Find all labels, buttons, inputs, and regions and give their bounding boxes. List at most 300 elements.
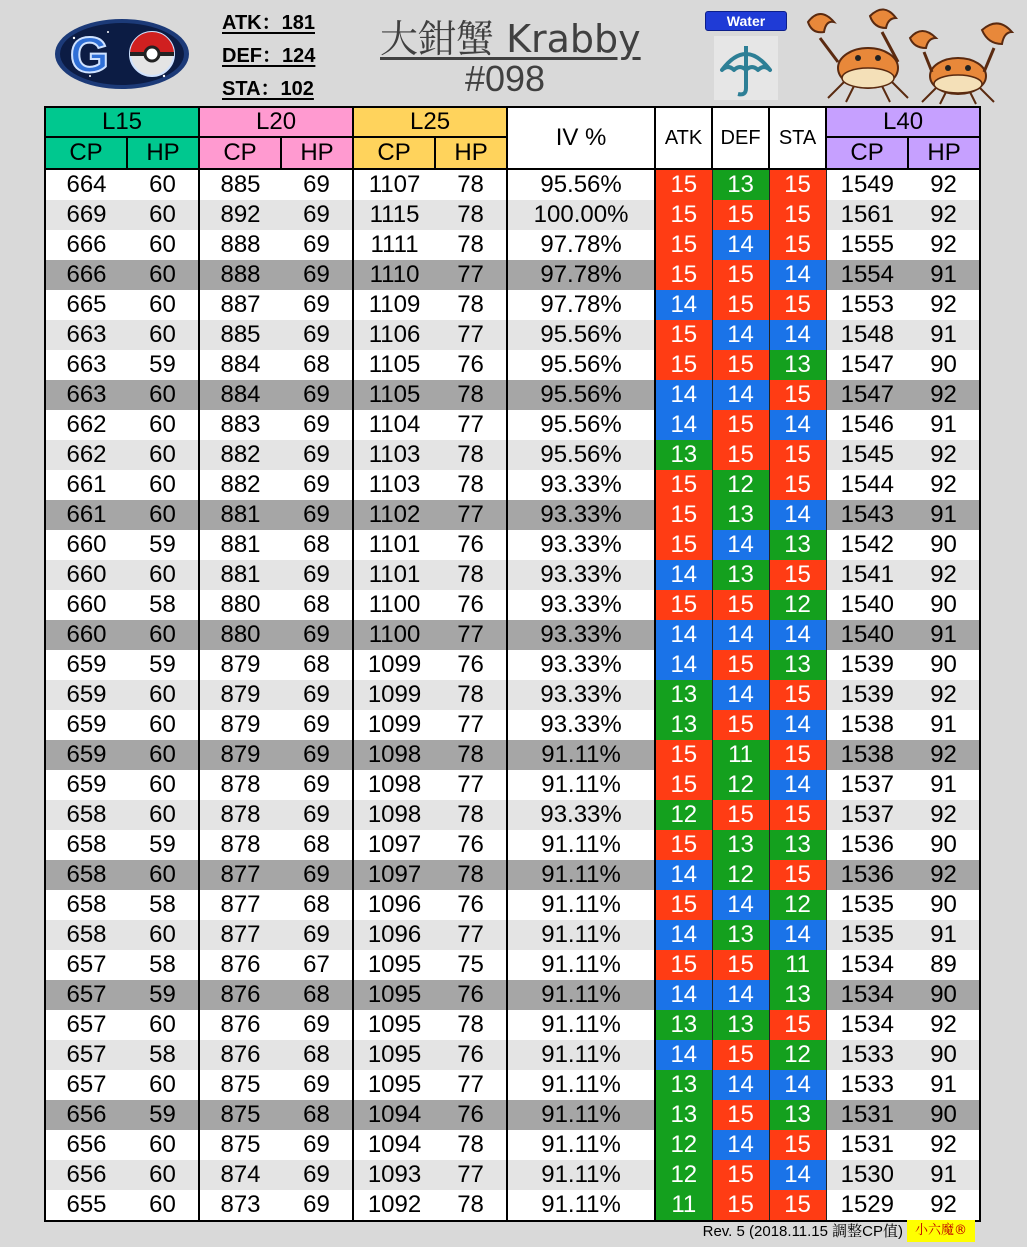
cell-l20hp: 68 <box>281 350 353 380</box>
cell-l15hp: 59 <box>127 650 199 680</box>
cell-atk: 13 <box>655 710 712 740</box>
cell-l40cp: 1536 <box>826 860 908 890</box>
cell-l15hp: 58 <box>127 1040 199 1070</box>
header-l40-cp: CP <box>826 137 908 169</box>
cell-l40cp: 1535 <box>826 920 908 950</box>
cell-atk: 14 <box>655 920 712 950</box>
cell-l40hp: 92 <box>908 230 980 260</box>
cell-l40cp: 1547 <box>826 350 908 380</box>
cell-l25hp: 76 <box>435 590 507 620</box>
cell-l40hp: 92 <box>908 860 980 890</box>
cell-l20hp: 69 <box>281 470 353 500</box>
cell-iv: 95.56% <box>507 169 655 200</box>
cell-l25hp: 76 <box>435 530 507 560</box>
cell-l25hp: 78 <box>435 560 507 590</box>
table-row <box>45 1040 980 1070</box>
cell-l20hp: 69 <box>281 320 353 350</box>
cell-l20cp: 881 <box>199 500 281 530</box>
cell-l40cp: 1544 <box>826 470 908 500</box>
cell-l20hp: 69 <box>281 860 353 890</box>
cell-sta: 15 <box>769 380 826 410</box>
cell-l25hp: 78 <box>435 470 507 500</box>
header-sta: STA <box>769 107 826 169</box>
cell-l25cp: 1103 <box>353 440 435 470</box>
header-l25-cp: CP <box>353 137 435 169</box>
cell-def: 15 <box>712 650 769 680</box>
cell-l15cp: 659 <box>45 710 127 740</box>
pokedex-number: #098 <box>464 58 546 99</box>
cell-l15cp: 657 <box>45 1040 127 1070</box>
table-row <box>45 860 980 890</box>
cell-l20cp: 888 <box>199 260 281 290</box>
cell-iv: 93.33% <box>507 680 655 710</box>
cell-l20cp: 877 <box>199 890 281 920</box>
cell-l15cp: 656 <box>45 1100 127 1130</box>
cell-l25hp: 77 <box>435 920 507 950</box>
cell-l15hp: 59 <box>127 530 199 560</box>
cell-atk: 15 <box>655 320 712 350</box>
cell-iv: 100.00% <box>507 200 655 230</box>
table-row <box>45 1010 980 1040</box>
table-row <box>45 530 980 560</box>
cell-l25cp: 1111 <box>353 230 435 260</box>
cell-l25cp: 1100 <box>353 590 435 620</box>
cell-l15hp: 60 <box>127 710 199 740</box>
cell-l20hp: 69 <box>281 440 353 470</box>
cell-l15cp: 659 <box>45 770 127 800</box>
cell-sta: 15 <box>769 560 826 590</box>
cell-l20hp: 68 <box>281 1040 353 1070</box>
cell-l25cp: 1095 <box>353 1070 435 1100</box>
cell-iv: 91.11% <box>507 1160 655 1190</box>
cell-l15cp: 660 <box>45 560 127 590</box>
cell-l20cp: 876 <box>199 980 281 1010</box>
cell-l25cp: 1109 <box>353 290 435 320</box>
cell-l25hp: 78 <box>435 380 507 410</box>
cell-l25cp: 1102 <box>353 500 435 530</box>
cell-atk: 14 <box>655 380 712 410</box>
brand-stamp: 小六魔® <box>907 1220 975 1242</box>
cell-l25cp: 1098 <box>353 740 435 770</box>
cell-sta: 15 <box>769 1190 826 1221</box>
cell-atk: 14 <box>655 1040 712 1070</box>
cell-l20cp: 887 <box>199 290 281 320</box>
cell-l20hp: 69 <box>281 740 353 770</box>
cell-l15hp: 60 <box>127 320 199 350</box>
cell-l20cp: 875 <box>199 1070 281 1100</box>
cell-atk: 11 <box>655 1190 712 1221</box>
atk-stat: ATK：181 <box>222 12 315 34</box>
cell-l40hp: 90 <box>908 530 980 560</box>
cell-iv: 91.11% <box>507 950 655 980</box>
cell-l15hp: 59 <box>127 830 199 860</box>
header <box>0 0 1027 106</box>
cell-l25cp: 1095 <box>353 1040 435 1070</box>
cell-l25cp: 1096 <box>353 890 435 920</box>
cell-l15hp: 60 <box>127 500 199 530</box>
cell-iv: 95.56% <box>507 350 655 380</box>
cell-def: 11 <box>712 740 769 770</box>
cell-sta: 15 <box>769 860 826 890</box>
cell-l20cp: 881 <box>199 530 281 560</box>
umbrella-icon <box>714 36 778 100</box>
cell-sta: 13 <box>769 350 826 380</box>
cell-iv: 93.33% <box>507 650 655 680</box>
cell-atk: 15 <box>655 200 712 230</box>
cell-atk: 14 <box>655 650 712 680</box>
cell-l15cp: 657 <box>45 1070 127 1100</box>
cell-sta: 15 <box>769 200 826 230</box>
cell-def: 15 <box>712 290 769 320</box>
cell-iv: 91.11% <box>507 1190 655 1221</box>
cell-atk: 13 <box>655 1100 712 1130</box>
cell-l20cp: 884 <box>199 350 281 380</box>
cell-l20hp: 69 <box>281 920 353 950</box>
cell-l40hp: 91 <box>908 410 980 440</box>
cell-sta: 15 <box>769 169 826 200</box>
cell-l20cp: 888 <box>199 230 281 260</box>
cell-l40hp: 92 <box>908 1190 980 1221</box>
table-row <box>45 590 980 620</box>
cell-l20hp: 69 <box>281 620 353 650</box>
cell-l20cp: 876 <box>199 1040 281 1070</box>
cell-l15cp: 664 <box>45 169 127 200</box>
header-l25: L25 <box>353 107 507 137</box>
cell-l40hp: 90 <box>908 830 980 860</box>
cell-iv: 91.11% <box>507 920 655 950</box>
cell-l20cp: 878 <box>199 830 281 860</box>
krabby-kingler-art <box>798 2 1022 106</box>
cell-l20cp: 874 <box>199 1160 281 1190</box>
cell-l25cp: 1103 <box>353 470 435 500</box>
cell-l40cp: 1534 <box>826 1010 908 1040</box>
cell-l40cp: 1554 <box>826 260 908 290</box>
cell-iv: 93.33% <box>507 530 655 560</box>
cell-l20cp: 879 <box>199 740 281 770</box>
cell-l40hp: 91 <box>908 710 980 740</box>
cell-l25cp: 1097 <box>353 860 435 890</box>
cell-l15cp: 660 <box>45 530 127 560</box>
cell-sta: 15 <box>769 680 826 710</box>
cell-l15hp: 60 <box>127 770 199 800</box>
cell-l20hp: 69 <box>281 680 353 710</box>
cell-l15cp: 660 <box>45 590 127 620</box>
cell-def: 12 <box>712 470 769 500</box>
cell-def: 15 <box>712 1190 769 1221</box>
table-row <box>45 950 980 980</box>
cell-l40cp: 1547 <box>826 380 908 410</box>
header-l20: L20 <box>199 107 353 137</box>
cell-l20hp: 67 <box>281 950 353 980</box>
cell-atk: 15 <box>655 260 712 290</box>
cell-l15cp: 658 <box>45 920 127 950</box>
cell-l25hp: 78 <box>435 680 507 710</box>
cell-atk: 15 <box>655 470 712 500</box>
table-row <box>45 200 980 230</box>
cell-atk: 14 <box>655 290 712 320</box>
cell-l15hp: 60 <box>127 740 199 770</box>
cell-l20cp: 879 <box>199 710 281 740</box>
header-l15-cp: CP <box>45 137 127 169</box>
cell-l20hp: 69 <box>281 770 353 800</box>
cell-l15hp: 60 <box>127 1070 199 1100</box>
cell-iv: 93.33% <box>507 470 655 500</box>
cell-iv: 91.11% <box>507 1040 655 1070</box>
cell-sta: 12 <box>769 1040 826 1070</box>
cell-sta: 14 <box>769 1160 826 1190</box>
cell-l40cp: 1537 <box>826 770 908 800</box>
cell-def: 15 <box>712 1100 769 1130</box>
cell-l15hp: 60 <box>127 169 199 200</box>
cell-def: 15 <box>712 410 769 440</box>
cell-l20cp: 873 <box>199 1190 281 1221</box>
cell-l20hp: 69 <box>281 1070 353 1100</box>
cell-l15hp: 60 <box>127 440 199 470</box>
pokemon-name: 大鉗蟹 Krabby <box>380 17 641 61</box>
cell-l25cp: 1095 <box>353 950 435 980</box>
cell-l40hp: 92 <box>908 200 980 230</box>
cell-def: 13 <box>712 560 769 590</box>
cell-atk: 14 <box>655 560 712 590</box>
cell-l15cp: 656 <box>45 1130 127 1160</box>
header-l15: L15 <box>45 107 199 137</box>
header-l20-cp: CP <box>199 137 281 169</box>
cell-atk: 14 <box>655 410 712 440</box>
cell-l40hp: 90 <box>908 1100 980 1130</box>
cell-sta: 15 <box>769 290 826 320</box>
table-row <box>45 980 980 1010</box>
cell-atk: 15 <box>655 890 712 920</box>
cell-l20hp: 68 <box>281 530 353 560</box>
cell-l25hp: 78 <box>435 1010 507 1040</box>
cell-def: 15 <box>712 950 769 980</box>
cell-iv: 93.33% <box>507 620 655 650</box>
cell-sta: 14 <box>769 500 826 530</box>
table-row <box>45 560 980 590</box>
cell-l15hp: 58 <box>127 890 199 920</box>
def-stat: DEF：124 <box>222 45 316 67</box>
cell-l40cp: 1538 <box>826 740 908 770</box>
cell-l40cp: 1531 <box>826 1100 908 1130</box>
cell-l20hp: 69 <box>281 1010 353 1040</box>
cell-l15hp: 60 <box>127 1130 199 1160</box>
cell-l15hp: 60 <box>127 1190 199 1221</box>
cell-l20cp: 877 <box>199 920 281 950</box>
cell-sta: 15 <box>769 800 826 830</box>
cell-def: 15 <box>712 260 769 290</box>
table-body <box>45 169 980 1221</box>
cell-atk: 15 <box>655 350 712 380</box>
table-row <box>45 620 980 650</box>
cell-l15cp: 661 <box>45 500 127 530</box>
cell-l20cp: 880 <box>199 590 281 620</box>
cell-def: 15 <box>712 710 769 740</box>
cell-l15cp: 658 <box>45 890 127 920</box>
cell-l20hp: 69 <box>281 710 353 740</box>
cell-l15cp: 657 <box>45 950 127 980</box>
cell-atk: 15 <box>655 500 712 530</box>
cell-l40cp: 1549 <box>826 169 908 200</box>
cell-def: 15 <box>712 1040 769 1070</box>
cell-def: 12 <box>712 770 769 800</box>
cell-l20cp: 881 <box>199 560 281 590</box>
cell-sta: 13 <box>769 1100 826 1130</box>
cell-def: 15 <box>712 1160 769 1190</box>
cell-l25hp: 78 <box>435 1190 507 1221</box>
cell-l20hp: 69 <box>281 410 353 440</box>
cell-l20cp: 877 <box>199 860 281 890</box>
table-row <box>45 1070 980 1100</box>
cell-l25hp: 77 <box>435 260 507 290</box>
cell-l25cp: 1104 <box>353 410 435 440</box>
cell-sta: 12 <box>769 890 826 920</box>
cell-l40hp: 90 <box>908 590 980 620</box>
cell-sta: 14 <box>769 410 826 440</box>
cell-l15hp: 60 <box>127 860 199 890</box>
cell-iv: 97.78% <box>507 260 655 290</box>
cell-sta: 14 <box>769 620 826 650</box>
cell-def: 14 <box>712 320 769 350</box>
iv-table <box>44 106 981 1222</box>
cell-l40cp: 1545 <box>826 440 908 470</box>
cell-l25hp: 76 <box>435 350 507 380</box>
cell-l40hp: 91 <box>908 920 980 950</box>
cell-iv: 93.33% <box>507 560 655 590</box>
cell-l20cp: 880 <box>199 620 281 650</box>
cell-iv: 91.11% <box>507 1070 655 1100</box>
cell-sta: 14 <box>769 710 826 740</box>
cell-atk: 15 <box>655 230 712 260</box>
cell-l40hp: 91 <box>908 320 980 350</box>
cell-l25cp: 1094 <box>353 1130 435 1160</box>
cell-l15cp: 660 <box>45 620 127 650</box>
cell-l25cp: 1115 <box>353 200 435 230</box>
cell-l25cp: 1105 <box>353 350 435 380</box>
cell-l20cp: 892 <box>199 200 281 230</box>
header-iv-percent: IV % <box>507 107 655 169</box>
cell-l25cp: 1096 <box>353 920 435 950</box>
footer <box>0 1216 1027 1247</box>
table-row <box>45 410 980 440</box>
cell-l25cp: 1098 <box>353 800 435 830</box>
cell-l20cp: 879 <box>199 680 281 710</box>
cell-def: 14 <box>712 890 769 920</box>
cell-l40hp: 92 <box>908 740 980 770</box>
cell-l25cp: 1105 <box>353 380 435 410</box>
cell-l25hp: 78 <box>435 169 507 200</box>
cell-def: 13 <box>712 1010 769 1040</box>
cell-l25hp: 78 <box>435 230 507 260</box>
cell-atk: 15 <box>655 770 712 800</box>
cell-l15cp: 658 <box>45 830 127 860</box>
cell-l40cp: 1534 <box>826 950 908 980</box>
cell-sta: 12 <box>769 590 826 620</box>
cell-iv: 91.11% <box>507 890 655 920</box>
cell-sta: 14 <box>769 920 826 950</box>
cell-atk: 15 <box>655 530 712 560</box>
cell-l15hp: 60 <box>127 1160 199 1190</box>
cell-l15hp: 59 <box>127 1100 199 1130</box>
cell-l40hp: 92 <box>908 380 980 410</box>
cell-iv: 93.33% <box>507 590 655 620</box>
cell-l15cp: 659 <box>45 650 127 680</box>
cell-l20cp: 884 <box>199 380 281 410</box>
cell-l15cp: 658 <box>45 800 127 830</box>
table-row <box>45 350 980 380</box>
cell-l15hp: 60 <box>127 560 199 590</box>
cell-l25cp: 1099 <box>353 710 435 740</box>
cell-def: 15 <box>712 800 769 830</box>
cell-l15hp: 58 <box>127 590 199 620</box>
cell-iv: 93.33% <box>507 500 655 530</box>
cell-l20hp: 69 <box>281 1190 353 1221</box>
cell-atk: 12 <box>655 1130 712 1160</box>
cell-l40hp: 90 <box>908 1040 980 1070</box>
cell-iv: 93.33% <box>507 800 655 830</box>
cell-l40hp: 91 <box>908 260 980 290</box>
cell-l25cp: 1095 <box>353 980 435 1010</box>
cell-sta: 13 <box>769 980 826 1010</box>
cell-sta: 15 <box>769 740 826 770</box>
cell-l20hp: 69 <box>281 260 353 290</box>
cell-l25hp: 76 <box>435 890 507 920</box>
cell-l40cp: 1561 <box>826 200 908 230</box>
cell-iv: 93.33% <box>507 710 655 740</box>
cell-l40cp: 1535 <box>826 890 908 920</box>
cell-l40cp: 1540 <box>826 590 908 620</box>
cell-l25hp: 78 <box>435 1130 507 1160</box>
cell-l40hp: 90 <box>908 890 980 920</box>
cell-atk: 13 <box>655 1010 712 1040</box>
cell-atk: 14 <box>655 860 712 890</box>
cell-l20cp: 876 <box>199 950 281 980</box>
cell-l40hp: 92 <box>908 1130 980 1160</box>
svg-text:G: G <box>70 27 109 83</box>
cell-l40hp: 92 <box>908 1010 980 1040</box>
cell-iv: 91.11% <box>507 1130 655 1160</box>
cell-l15cp: 659 <box>45 740 127 770</box>
cell-l25cp: 1100 <box>353 620 435 650</box>
cell-l15hp: 60 <box>127 200 199 230</box>
cell-l40hp: 92 <box>908 440 980 470</box>
cell-l15cp: 663 <box>45 320 127 350</box>
cell-sta: 11 <box>769 950 826 980</box>
cell-atk: 15 <box>655 590 712 620</box>
table-row <box>45 169 980 200</box>
cell-l15cp: 658 <box>45 860 127 890</box>
cell-l40hp: 92 <box>908 560 980 590</box>
cell-l25hp: 77 <box>435 620 507 650</box>
cell-l40cp: 1546 <box>826 410 908 440</box>
cell-l25cp: 1094 <box>353 1100 435 1130</box>
cell-l25cp: 1101 <box>353 530 435 560</box>
cell-iv: 95.56% <box>507 440 655 470</box>
cell-l15cp: 659 <box>45 680 127 710</box>
table-row <box>45 500 980 530</box>
cell-def: 13 <box>712 830 769 860</box>
cell-l15hp: 59 <box>127 350 199 380</box>
cell-l25hp: 76 <box>435 830 507 860</box>
cell-l15cp: 666 <box>45 260 127 290</box>
revision-note: Rev. 5 (2018.11.15 調整CP值) <box>702 1223 903 1240</box>
cell-l25cp: 1106 <box>353 320 435 350</box>
cell-l25cp: 1092 <box>353 1190 435 1221</box>
cell-def: 14 <box>712 980 769 1010</box>
cell-def: 14 <box>712 620 769 650</box>
cell-def: 14 <box>712 380 769 410</box>
cell-atk: 13 <box>655 680 712 710</box>
cell-l20hp: 68 <box>281 1100 353 1130</box>
